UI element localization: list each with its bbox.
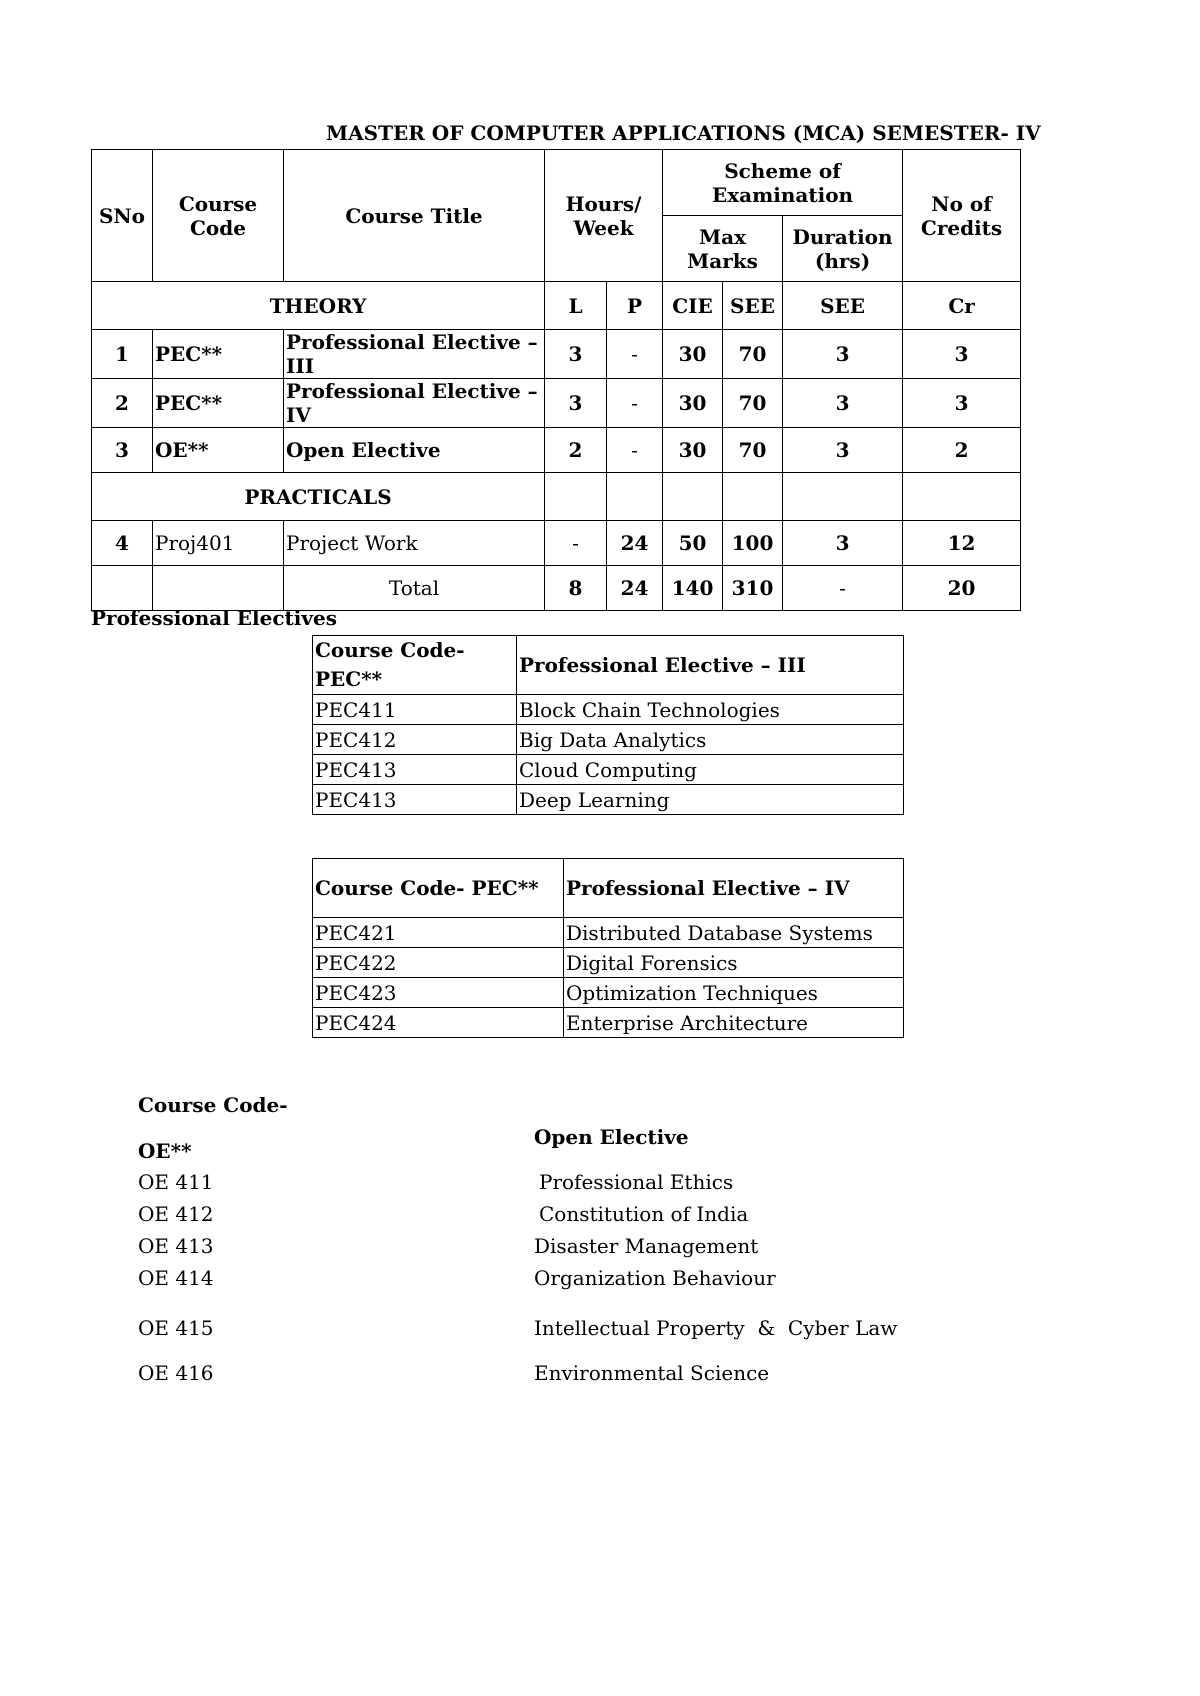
oe-title-header: Open Elective <box>534 1125 689 1149</box>
subheader-cie: CIE <box>663 282 723 330</box>
cell-p: - <box>607 330 663 379</box>
cell-cie: 140 <box>663 566 723 611</box>
oe-code-header-2: OE** <box>138 1139 192 1163</box>
cell-cie: 30 <box>663 379 723 428</box>
pe3-title-header: Professional Elective – III <box>517 636 904 695</box>
professional-elective-iii-table <box>312 635 904 815</box>
table-row <box>313 1008 904 1038</box>
cell-title: Open Elective <box>284 428 545 473</box>
header-course-title: Course Title <box>284 150 545 282</box>
subheader-p: P <box>607 282 663 330</box>
oe-code: OE 411 <box>138 1170 214 1194</box>
course-title: Block Chain Technologies <box>517 695 904 725</box>
cell-sno: 1 <box>92 330 153 379</box>
oe-title: Professional Ethics <box>539 1170 734 1194</box>
total-label: Total <box>284 566 545 611</box>
cell-see: 70 <box>723 428 783 473</box>
table-row <box>92 521 1021 566</box>
header-duration: Duration (hrs) <box>783 216 903 282</box>
course-code: PEC411 <box>313 695 517 725</box>
subheader-cr: Cr <box>903 282 1021 330</box>
header-max-marks: Max Marks <box>663 216 783 282</box>
pe4-code-header: Course Code- PEC** <box>313 859 564 918</box>
course-code: PEC412 <box>313 725 517 755</box>
course-code: PEC424 <box>313 1008 564 1038</box>
pe4-title-header: Professional Elective – IV <box>564 859 904 918</box>
cell-sno: 4 <box>92 521 153 566</box>
cell-duration: 3 <box>783 330 903 379</box>
course-title: Big Data Analytics <box>517 725 904 755</box>
header-credits: No of Credits <box>903 150 1021 282</box>
table-row <box>313 978 904 1008</box>
oe-title: Intellectual Property & Cyber Law <box>534 1316 898 1340</box>
cell-l: - <box>545 521 607 566</box>
course-title: Optimization Techniques <box>564 978 904 1008</box>
cell-credits: 20 <box>903 566 1021 611</box>
oe-code: OE 412 <box>138 1202 214 1226</box>
header-scheme: Scheme of Examination <box>663 150 903 216</box>
oe-title: Disaster Management <box>534 1234 759 1258</box>
theory-label: THEORY <box>92 282 545 330</box>
table-row <box>313 755 904 785</box>
course-title: Cloud Computing <box>517 755 904 785</box>
cell-l: 3 <box>545 379 607 428</box>
oe-code: OE 415 <box>138 1316 214 1340</box>
table-row <box>313 948 904 978</box>
cell-code: Proj401 <box>153 521 284 566</box>
cell-credits: 2 <box>903 428 1021 473</box>
cell-cie: 30 <box>663 330 723 379</box>
cell-cie: 50 <box>663 521 723 566</box>
table-row <box>92 379 1021 428</box>
table-row <box>313 695 904 725</box>
professional-electives-heading: Professional Electives <box>91 606 337 630</box>
subheader-see-duration: SEE <box>783 282 903 330</box>
cell-p: - <box>607 428 663 473</box>
cell-p: 24 <box>607 521 663 566</box>
cell-sno: 3 <box>92 428 153 473</box>
cell-code: PEC** <box>153 330 284 379</box>
professional-elective-iv-table <box>312 858 904 1038</box>
course-code: PEC413 <box>313 785 517 815</box>
cell-p: 24 <box>607 566 663 611</box>
table-row <box>92 428 1021 473</box>
table-row <box>313 785 904 815</box>
oe-code: OE 413 <box>138 1234 214 1258</box>
cell-duration: - <box>783 566 903 611</box>
cell-credits: 3 <box>903 379 1021 428</box>
practicals-label: PRACTICALS <box>92 473 545 521</box>
cell-duration: 3 <box>783 428 903 473</box>
cell-duration: 3 <box>783 521 903 566</box>
subheader-see: SEE <box>723 282 783 330</box>
cell-p: - <box>607 379 663 428</box>
oe-code: OE 416 <box>138 1361 214 1385</box>
cell-see: 70 <box>723 330 783 379</box>
oe-code: OE 414 <box>138 1266 214 1290</box>
cell-l: 2 <box>545 428 607 473</box>
pe3-code-header: Course Code- PEC** <box>313 636 517 695</box>
header-sno: SNo <box>92 150 153 282</box>
semester-scheme-table <box>91 149 1021 611</box>
course-code: PEC422 <box>313 948 564 978</box>
cell-credits: 12 <box>903 521 1021 566</box>
page-title: MASTER OF COMPUTER APPLICATIONS (MCA) SEMESTER- IV <box>326 121 1041 145</box>
subheader-l: L <box>545 282 607 330</box>
oe-code-header-1: Course Code- <box>138 1093 288 1117</box>
oe-title: Constitution of India <box>539 1202 749 1226</box>
course-title: Distributed Database Systems <box>564 918 904 948</box>
total-row <box>92 566 1021 611</box>
cell-l: 3 <box>545 330 607 379</box>
cell-title: Professional Elective –IV <box>284 379 545 428</box>
cell-cie: 30 <box>663 428 723 473</box>
cell-duration: 3 <box>783 379 903 428</box>
oe-title: Organization Behaviour <box>534 1266 776 1290</box>
course-title: Digital Forensics <box>564 948 904 978</box>
cell-title: Professional Elective –III <box>284 330 545 379</box>
table-row <box>313 918 904 948</box>
course-code: PEC423 <box>313 978 564 1008</box>
cell-title: Project Work <box>284 521 545 566</box>
oe-title: Environmental Science <box>534 1361 770 1385</box>
cell-code: PEC** <box>153 379 284 428</box>
cell-see: 100 <box>723 521 783 566</box>
cell-sno: 2 <box>92 379 153 428</box>
table-row <box>92 330 1021 379</box>
course-code: PEC413 <box>313 755 517 785</box>
cell-l: 8 <box>545 566 607 611</box>
header-course-code: Course Code <box>153 150 284 282</box>
cell-see: 70 <box>723 379 783 428</box>
cell-see: 310 <box>723 566 783 611</box>
course-title: Enterprise Architecture <box>564 1008 904 1038</box>
course-code: PEC421 <box>313 918 564 948</box>
course-title: Deep Learning <box>517 785 904 815</box>
cell-code: OE** <box>153 428 284 473</box>
table-row <box>313 725 904 755</box>
header-hours-week: Hours/ Week <box>545 150 663 282</box>
cell-credits: 3 <box>903 330 1021 379</box>
